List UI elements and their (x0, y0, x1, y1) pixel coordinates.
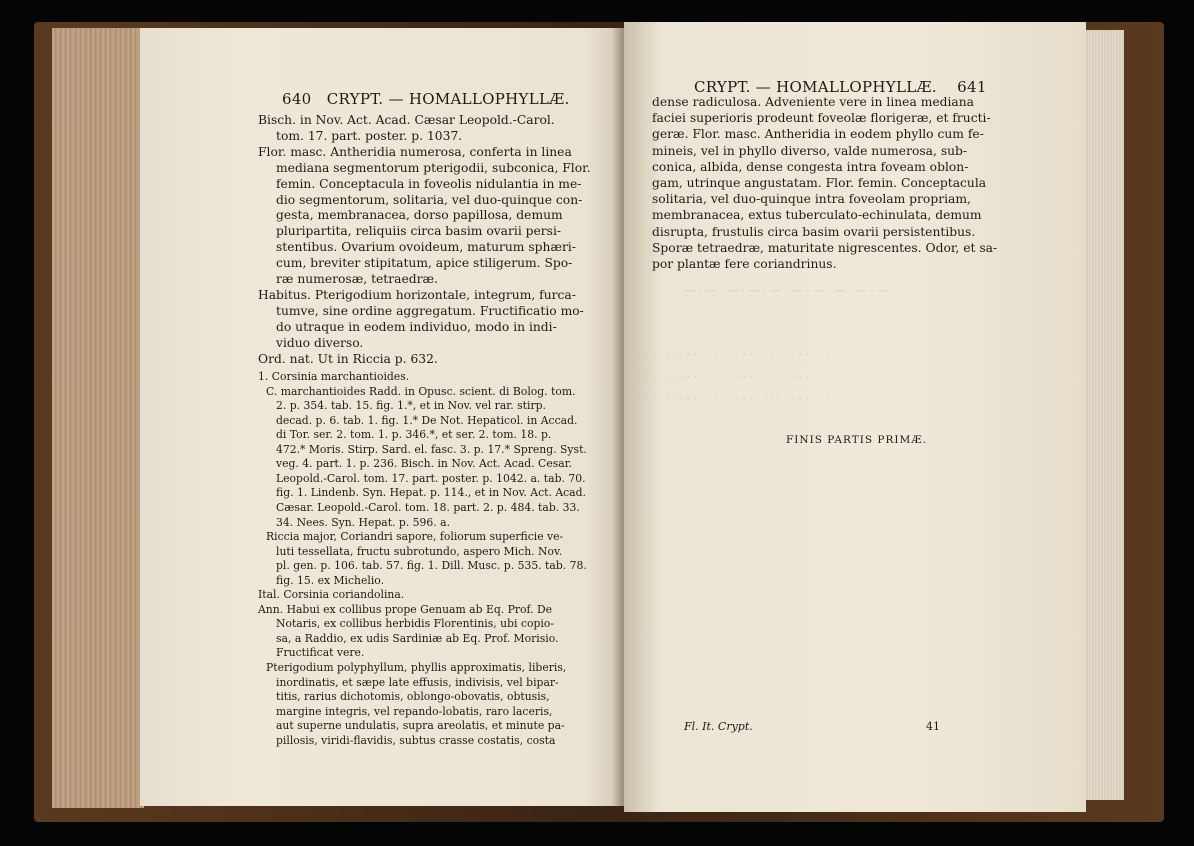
text-line: margine integris, vel repando-lobatis, raro laceris, (276, 704, 553, 718)
text-line: C. marchantioides Radd. in Opusc. scient. di Bolog. tom. (266, 384, 576, 398)
text-line: sa, a Raddio, ex udis Sardiniæ ab Eq. Prof. Morisio. (276, 631, 559, 645)
text-line: 34. Nees. Syn. Hepat. p. 596. a. (276, 515, 451, 529)
text-line: Ital. Corsinia coriandolina. (258, 588, 405, 602)
left-page-number: 640 (282, 90, 312, 108)
text-line: geræ. Flor. masc. Antheridia in eodem phyllo cum fe- (652, 127, 984, 142)
text-line: titis, rarius dichotomis, oblongo-obovatis, obtusis, (276, 690, 550, 704)
text-line: Flor. masc. Antheridia numerosa, conferta in linea (258, 144, 572, 159)
text-line: Ann. Habui ex collibus prope Genuam ab Eq. Prof. De (258, 602, 553, 616)
text-line: Leopold.-Carol. tom. 17. part. poster. p. 1042. a. tab. 70. (276, 471, 586, 485)
text-line: 472.* Moris. Stirp. Sard. el. fasc. 3. p. 17.* Spreng. Syst. (276, 442, 587, 456)
text-line: inordinatis, et sæpe late effusis, indivisis, vel bipar- (276, 675, 559, 689)
text-line: Sporæ tetraedræ, maturitate nigrescentes. Odor, et sa- (652, 240, 998, 255)
text-line: Pterigodium polyphyllum, phyllis approximatis, liberis, (266, 661, 567, 674)
text-line: aut superne undulatis, supra areolatis, et minute pa- (276, 719, 565, 733)
right-page-edges (1084, 30, 1124, 800)
text-line: Notaris, ex collibus herbidis Florentinis, ubi copio- (276, 617, 554, 631)
footer-number: 41 (926, 720, 940, 733)
text-line: por plantæ fere coriandrinus. (652, 257, 837, 271)
text-line: viduo diverso. (276, 335, 364, 350)
text-line: conica, albida, dense congesta intra foveam oblon- (652, 159, 969, 174)
text-line: tumve, sine ordine aggregatum. Fructificatio mo- (276, 303, 584, 318)
text-line: mediana segmentorum pterigodii, subconica, Flor. (276, 160, 591, 175)
text-line: Ord. nat. Ut in Riccia p. 632. (258, 351, 438, 366)
left-running-title: CRYPT. — HOMALLOPHYLLÆ. (326, 90, 570, 108)
text-line: femin. Conceptacula in foveolis nidulantia in me- (276, 176, 582, 191)
left-page (140, 28, 624, 806)
finis-line: FINIS PARTIS PRIMÆ. (786, 434, 928, 446)
text-line: mineis, vel in phyllo diverso, valde numerosa, sub- (652, 143, 968, 158)
text-line: ræ numerosæ, tetraedræ. (276, 272, 438, 286)
text-line: decad. p. 6. tab. 1. fig. 1.* De Not. Hepaticol. in Accad. (276, 413, 578, 427)
text-line: 2. p. 354. tab. 15. fig. 1.*, et in Nov. vel rar. stirp. (276, 399, 546, 413)
right-page-number: 641 (957, 78, 987, 96)
text-line: fig. 1. Lindenb. Syn. Hepat. p. 114., et in Nov. Act. Acad. (276, 486, 586, 500)
text-line: di Tor. ser. 2. tom. 1. p. 346.*, et ser. 2. tom. 18. p. (276, 428, 552, 442)
text-line: gesta, membranacea, dorso papillosa, demum (276, 208, 563, 223)
text-line: Habitus. Pterigodium horizontale, integrum, furca- (258, 287, 576, 302)
text-line: pillosis, viridi-flavidis, subtus crasse costatis, costa (276, 733, 556, 747)
text-line: Fructificat vere. (276, 646, 365, 660)
text-line: Riccia major, Coriandri sapore, foliorum superficie ve- (266, 530, 564, 544)
text-line: veg. 4. part. 1. p. 236. Bisch. in Nov. Act. Acad. Cesar. (276, 457, 573, 471)
text-line: membranacea, extus tuberculato-echinulata, demum (652, 208, 982, 223)
right-page: CRYPT. — HOMALLOPHYLLÆ. 641 dense radiculosa. Adveniente vere in linea mediana faciei superioris prodeunt foveolæ florigeræ, et fructi- geræ. Flor. masc. Antheridia in eodem phyllo cum fe- mineis, vel in phyllo diverso, valde numerosa, sub- conica, albida, dense congesta intra foveam oblon- gam, utrinque angustatam. Flor. femin. Conceptacula solitaria, vel duo-quinque intra foveolam propriam, membranacea, extus tuberculato-echinulata, demum disrupta, frustulis circa basim ovarii persistentibus. Sporæ tetraedræ, maturitate nigrescentes. Odor, et sa- por plantæ fere coriandrinus. — · — · — · — · — · — · — · — · — · — · · · · · · · · · · · · · · · · · · · · · · · · · · · · · · · · · · · · · · · · · · · · · · · · · · · · · · · · · · · · · · · · · · · · · · · · · · · · · · · · · · · · · · · · · · FINIS PARTIS PRIMÆ. Fl. It. Crypt. 41 (624, 22, 1086, 812)
text-line: do utraque in eodem individuo, modo in indi- (276, 319, 557, 334)
text-line: luti tessellata, fructu subrotundo, aspero Mich. Nov. (276, 544, 563, 558)
text-line: 1. Corsinia marchantioides. (258, 370, 410, 383)
text-line: pl. gen. p. 106. tab. 57. fig. 1. Dill. Musc. p. 535. tab. 78. (276, 559, 587, 573)
text-line: Cæsar. Leopold.-Carol. tom. 18. part. 2. p. 484. tab. 33. (276, 500, 580, 514)
text-line: dio segmentorum, solitaria, vel duo-quinque con- (276, 192, 583, 207)
text-line: fig. 15. ex Michelio. (276, 573, 385, 587)
right-running-title: CRYPT. — HOMALLOPHYLLÆ. (694, 78, 937, 96)
text-line: gam, utrinque angustatam. Flor. femin. Conceptacula (652, 176, 987, 190)
text-line: solitaria, vel duo-quinque intra foveolam propriam, (652, 192, 971, 207)
text-line: stentibus. Ovarium ovoideum, maturum sphæri- (276, 240, 576, 255)
left-running-head (282, 90, 570, 108)
left-page-edges (52, 28, 144, 808)
text-line: dense radiculosa. Adveniente vere in linea mediana (652, 95, 975, 109)
text-line: tom. 17. part. poster. p. 1037. (276, 128, 463, 143)
text-line: cum, breviter stipitatum, apice stiligerum. Spo- (276, 256, 573, 271)
text-line: disrupta, frustulis circa basim ovarii persistentibus. (652, 224, 976, 239)
footer-signature: Fl. It. Crypt. (684, 720, 753, 733)
text-line: faciei superioris prodeunt foveolæ florigeræ, et fructi- (652, 111, 991, 126)
text-line: pluripartita, reliquiis circa basim ovarii persi- (276, 224, 562, 239)
text-line: Bisch. in Nov. Act. Acad. Cæsar Leopold.-Carol. (258, 113, 555, 127)
